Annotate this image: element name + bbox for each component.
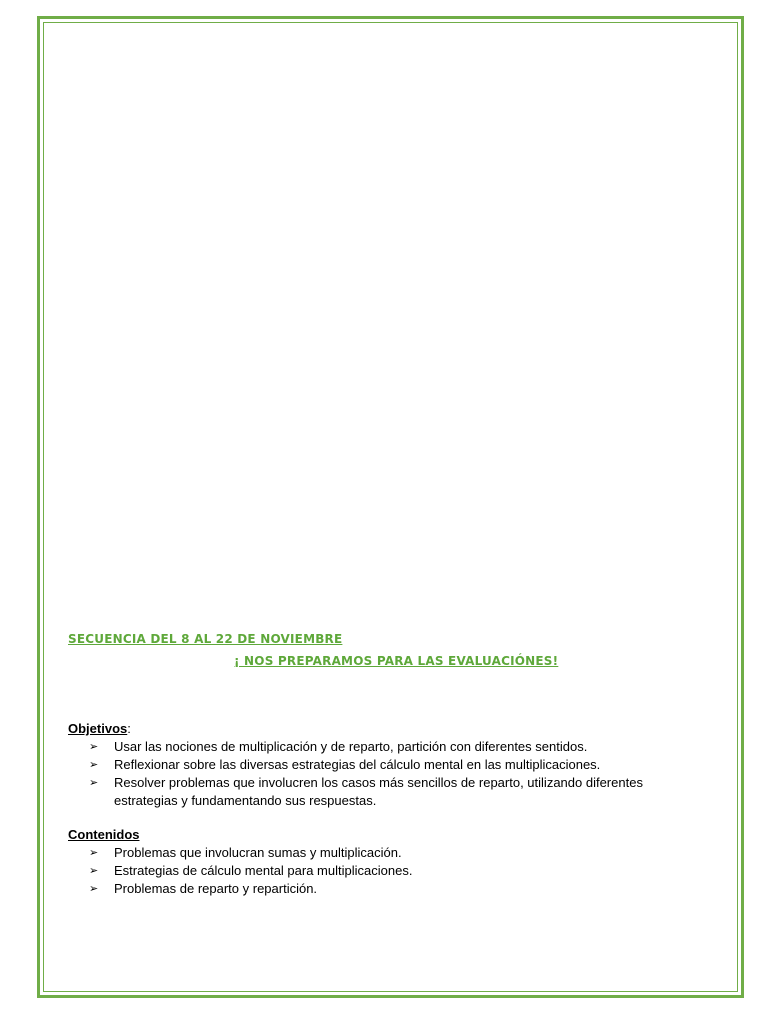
document-subtitle: ¡ NOS PREPARAMOS PARA LAS EVALUACIÓNES!	[234, 654, 559, 668]
list-item	[68, 880, 694, 898]
list-item	[68, 774, 694, 810]
list-item	[68, 756, 694, 774]
objetivos-heading	[68, 720, 708, 738]
contenidos-heading	[68, 826, 708, 844]
arrow-bullet-icon: ➢	[89, 759, 99, 771]
list-item-text: Reflexionar sobre las diversas estrategias del cálculo mental en las multiplicaciones.	[114, 757, 601, 772]
objetivos-label: Objetivos	[68, 721, 128, 736]
arrow-bullet-icon: ➢	[89, 741, 99, 753]
arrow-bullet-icon: ➢	[89, 847, 99, 859]
objetivos-list	[68, 738, 708, 810]
contenidos-label: Contenidos	[68, 827, 140, 842]
list-item	[68, 738, 694, 756]
objetivos-colon: :	[127, 721, 131, 736]
sequence-title: SECUENCIA DEL 8 AL 22 DE NOVIEMBRE	[68, 632, 343, 646]
arrow-bullet-icon: ➢	[89, 883, 99, 895]
arrow-bullet-icon: ➢	[89, 865, 99, 877]
contenidos-list	[68, 844, 708, 898]
arrow-bullet-icon: ➢	[89, 777, 99, 789]
list-item	[68, 844, 694, 862]
list-item-text: Resolver problemas que involucren los casos más sencillos de reparto, utilizando diferentes estrategias y fundamentando sus respuestas.	[114, 775, 643, 808]
document-content	[68, 630, 708, 898]
list-item-text: Estrategias de cálculo mental para multiplicaciones.	[114, 863, 413, 878]
list-item-text: Problemas que involucran sumas y multiplicación.	[114, 845, 402, 860]
list-item	[68, 862, 694, 880]
list-item-text: Usar las nociones de multiplicación y de reparto, partición con diferentes sentidos.	[114, 739, 588, 754]
list-item-text: Problemas de reparto y repartición.	[114, 881, 318, 896]
